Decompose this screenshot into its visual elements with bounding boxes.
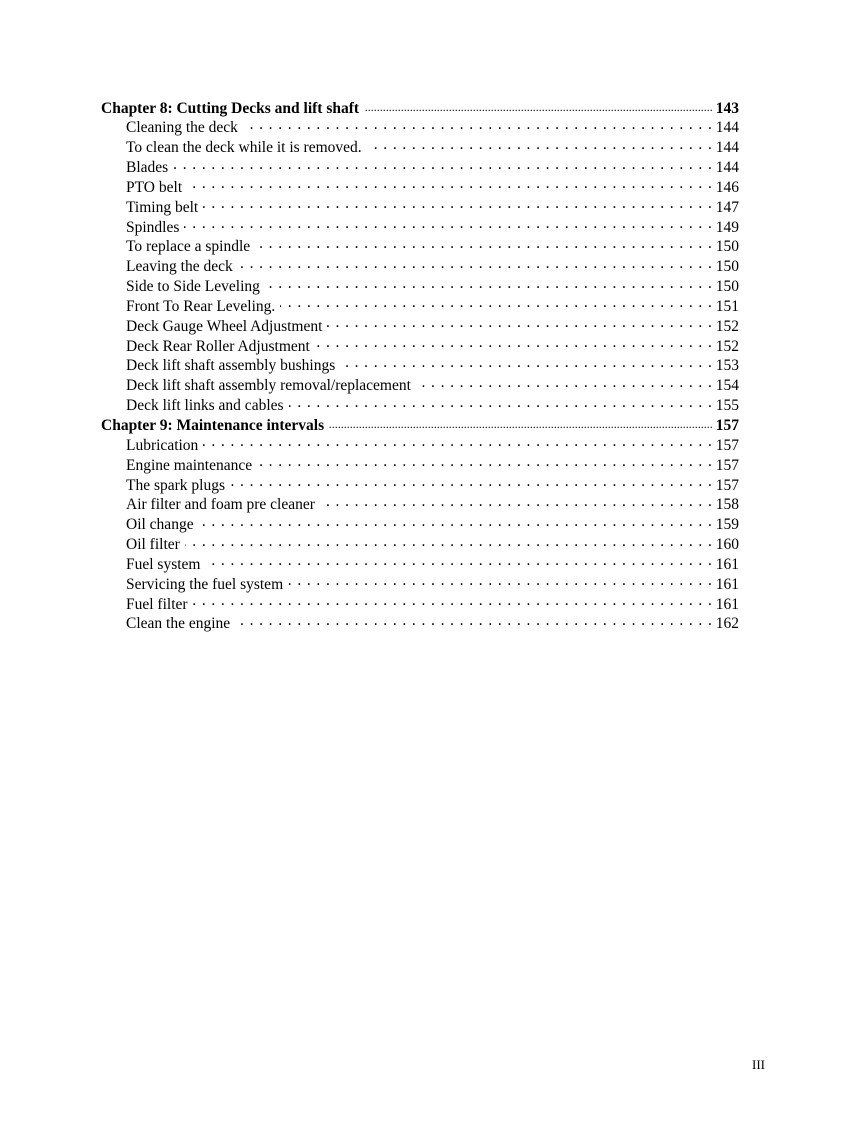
- chapter-page-number: 143: [715, 99, 739, 117]
- dot-leader: [203, 196, 713, 212]
- dot-leader: [206, 553, 713, 569]
- toc-section-entry[interactable]: [101, 315, 739, 335]
- section-title: Deck lift links and cables: [126, 397, 284, 415]
- section-page-number: 152: [715, 317, 739, 335]
- section-title: To replace a spindle: [126, 238, 251, 256]
- section-page-number: 155: [715, 397, 739, 415]
- dot-leader: [193, 593, 713, 609]
- section-page-number: 157: [715, 436, 739, 454]
- toc-section-entry[interactable]: [101, 573, 739, 593]
- toc-section-entry[interactable]: [101, 137, 739, 157]
- toc-section-entry[interactable]: [101, 236, 739, 256]
- section-title: Servicing the fuel system: [126, 575, 284, 593]
- dot-leader: [265, 276, 713, 292]
- section-title: Leaving the deck: [126, 258, 233, 276]
- toc-section-entry[interactable]: [101, 256, 739, 276]
- toc-section-entry[interactable]: [101, 276, 739, 296]
- dot-leader: [364, 97, 713, 113]
- dot-leader: [367, 137, 713, 153]
- section-page-number: 158: [715, 496, 739, 514]
- section-page-number: 161: [715, 595, 739, 613]
- section-page-number: 149: [715, 218, 739, 236]
- toc-chapter-entry[interactable]: [101, 415, 739, 435]
- dot-leader: [203, 434, 712, 450]
- dot-leader: [416, 375, 713, 391]
- toc-section-entry[interactable]: [101, 454, 739, 474]
- toc-section-entry[interactable]: [101, 355, 739, 375]
- section-title: Deck lift shaft assembly bushings: [126, 357, 336, 375]
- toc-section-entry[interactable]: [101, 395, 739, 415]
- section-title: Deck Gauge Wheel Adjustment: [126, 317, 323, 335]
- section-page-number: 161: [715, 555, 739, 573]
- chapter-title: Chapter 8: Cutting Decks and lift shaft: [101, 99, 360, 117]
- dot-leader: [329, 415, 713, 431]
- section-title: Fuel filter: [126, 595, 188, 613]
- dot-leader: [340, 355, 713, 371]
- section-page-number: 162: [715, 615, 739, 633]
- toc-section-entry[interactable]: [101, 514, 739, 534]
- dot-leader: [185, 534, 713, 550]
- dot-leader: [199, 514, 713, 530]
- toc-chapter-entry[interactable]: [101, 97, 739, 117]
- dot-leader: [230, 474, 713, 490]
- section-page-number: 153: [715, 357, 739, 375]
- dot-leader: [243, 117, 713, 133]
- toc-section-entry[interactable]: [101, 553, 739, 573]
- dot-leader: [255, 236, 713, 252]
- dot-leader: [288, 573, 713, 589]
- section-page-number: 150: [715, 278, 739, 296]
- section-page-number: 157: [715, 456, 739, 474]
- section-page-number: 151: [715, 297, 739, 315]
- dot-leader: [320, 494, 713, 510]
- toc-section-entry[interactable]: [101, 117, 739, 137]
- section-page-number: 144: [715, 159, 739, 177]
- page-number-footer: III: [752, 1057, 765, 1072]
- dot-leader: [184, 216, 712, 232]
- dot-leader: [173, 157, 713, 173]
- toc-section-entry[interactable]: [101, 494, 739, 514]
- toc-section-entry[interactable]: [101, 295, 739, 315]
- section-title: Clean the engine: [126, 615, 231, 633]
- section-page-number: 150: [715, 238, 739, 256]
- section-page-number: 159: [715, 516, 739, 534]
- section-title: To clean the deck while it is removed.: [126, 139, 362, 157]
- dot-leader: [327, 315, 712, 331]
- dot-leader: [238, 256, 713, 272]
- toc-section-entry[interactable]: [101, 613, 739, 633]
- section-title: Oil change: [126, 516, 194, 534]
- section-title: Front To Rear Leveling.: [126, 297, 276, 315]
- section-title: Timing belt: [126, 198, 199, 216]
- chapter-page-number: 157: [715, 417, 739, 434]
- dot-leader: [257, 454, 713, 470]
- section-title: Cleaning the deck: [126, 119, 238, 137]
- section-page-number: 144: [715, 139, 739, 157]
- toc-section-entry[interactable]: [101, 335, 739, 355]
- section-page-number: 150: [715, 258, 739, 276]
- toc-section-entry[interactable]: [101, 474, 739, 494]
- section-page-number: 147: [715, 198, 739, 216]
- dot-leader: [289, 395, 713, 411]
- toc-section-entry[interactable]: [101, 196, 739, 216]
- section-page-number: 152: [715, 337, 739, 355]
- section-page-number: 160: [715, 536, 739, 554]
- section-title: PTO belt: [126, 178, 183, 196]
- toc-section-entry[interactable]: [101, 375, 739, 395]
- dot-leader: [187, 176, 713, 192]
- section-title: Deck lift shaft assembly removal/replacement: [126, 377, 411, 395]
- section-title: The spark plugs: [126, 476, 226, 494]
- dot-leader: [235, 613, 713, 629]
- section-title: Fuel system: [126, 555, 201, 573]
- section-title: Air filter and foam pre cleaner: [126, 496, 315, 514]
- dot-leader: [315, 335, 713, 351]
- section-page-number: 144: [715, 119, 739, 137]
- section-title: Deck Rear Roller Adjustment: [126, 337, 310, 355]
- section-page-number: 157: [715, 476, 739, 494]
- toc-section-entry[interactable]: [101, 534, 739, 554]
- section-page-number: 154: [715, 377, 739, 395]
- toc-section-entry[interactable]: [101, 216, 739, 236]
- section-title: Lubrication: [126, 436, 199, 454]
- toc-section-entry[interactable]: [101, 434, 739, 454]
- section-page-number: 146: [715, 178, 739, 196]
- toc-section-entry[interactable]: [101, 176, 739, 196]
- section-page-number: 161: [715, 575, 739, 593]
- toc-section-entry[interactable]: [101, 157, 739, 177]
- toc-section-entry[interactable]: [101, 593, 739, 613]
- section-title: Side to Side Leveling: [126, 278, 260, 296]
- section-title: Spindles: [126, 218, 180, 236]
- section-title: Blades: [126, 159, 169, 177]
- table-of-contents: [101, 97, 739, 633]
- section-title: Engine maintenance: [126, 456, 253, 474]
- section-title: Oil filter: [126, 536, 180, 554]
- chapter-title: Chapter 9: Maintenance intervals: [101, 417, 325, 434]
- dot-leader: [280, 295, 712, 311]
